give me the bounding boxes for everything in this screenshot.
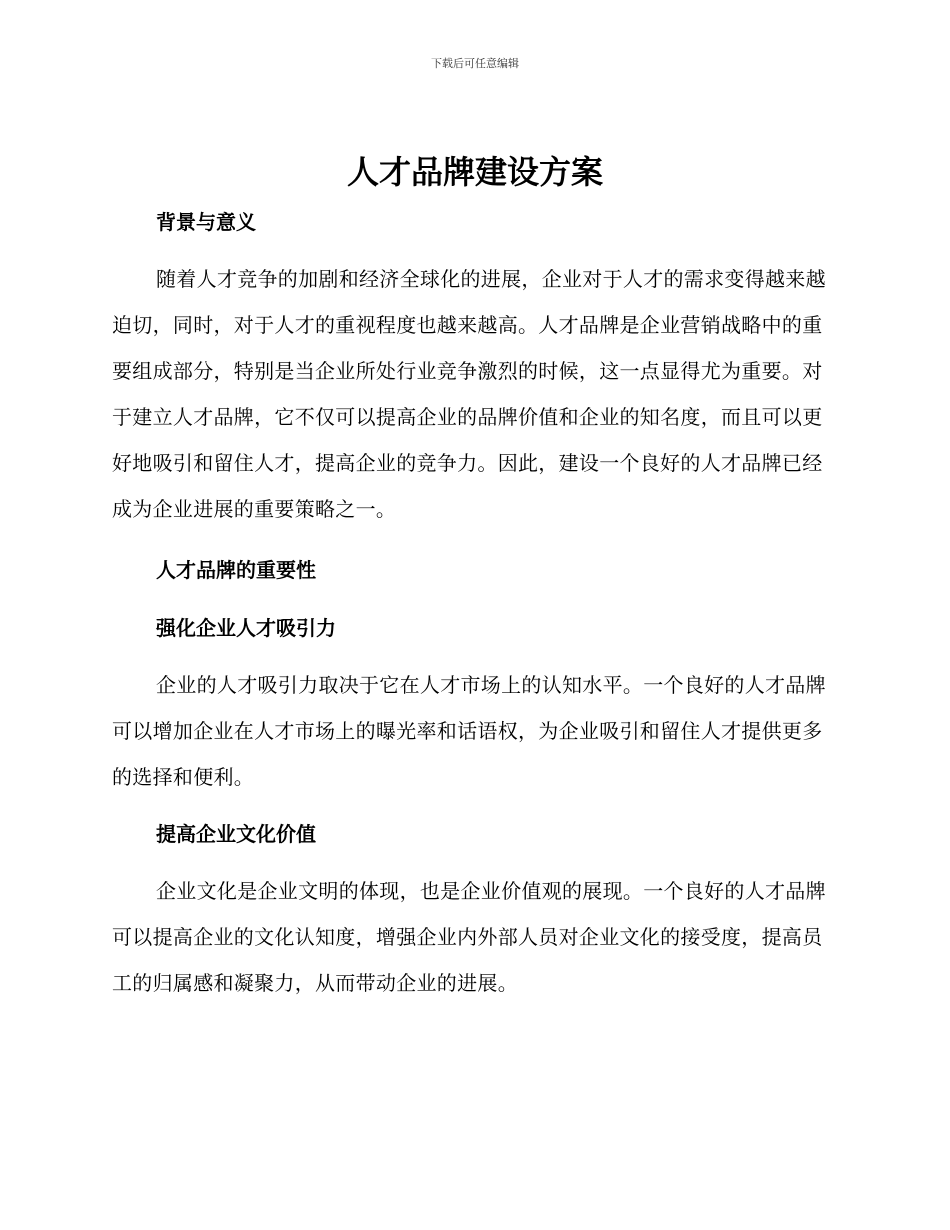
document-body (112, 200, 832, 1006)
section-paragraph-culture: 企业文化是企业文明的体现，也是企业价值观的展现。一个良好的人才品牌可以提高企业的文化认知度，增强企业内外部人员对企业文化的接受度，提高员工的归属感和凝聚力，从而带动企业的进展。 (112, 879, 826, 995)
section-paragraph-attraction: 企业的人才吸引力取决于它在人才市场上的认知水平。一个良好的人才品牌可以增加企业在人才市场上的曝光率和话语权，为企业吸引和留住人才提供更多的选择和便利。 (112, 673, 826, 789)
header-note: 下载后可任意编辑 (431, 57, 519, 70)
document-title: 人才品牌建设方案 (346, 153, 603, 191)
section-paragraph-background: 随着人才竞争的加剧和经济全球化的进展，企业对于人才的需求变得越来越迫切，同时，对于人才的重视程度也越来越高。人才品牌是企业营销战略中的重要组成部分，特别是当企业所处行业竞争激烈的时候，这一点显得尤为重要。对于建立人才品牌，它不仅可以提高企业的品牌价值和企业的知名度，而且可以更好地吸引和留住人才，提高企业的竞争力。因此，建设一个良好的人才品牌已经成为企业进展的重要策略之一。 (112, 267, 826, 521)
section-heading-culture: 提高企业文化价值 (156, 822, 316, 846)
section-heading-background: 背景与意义 (156, 210, 256, 234)
section-heading-importance: 人才品牌的重要性 (156, 558, 316, 582)
section-heading-attraction: 强化企业人才吸引力 (156, 616, 336, 640)
